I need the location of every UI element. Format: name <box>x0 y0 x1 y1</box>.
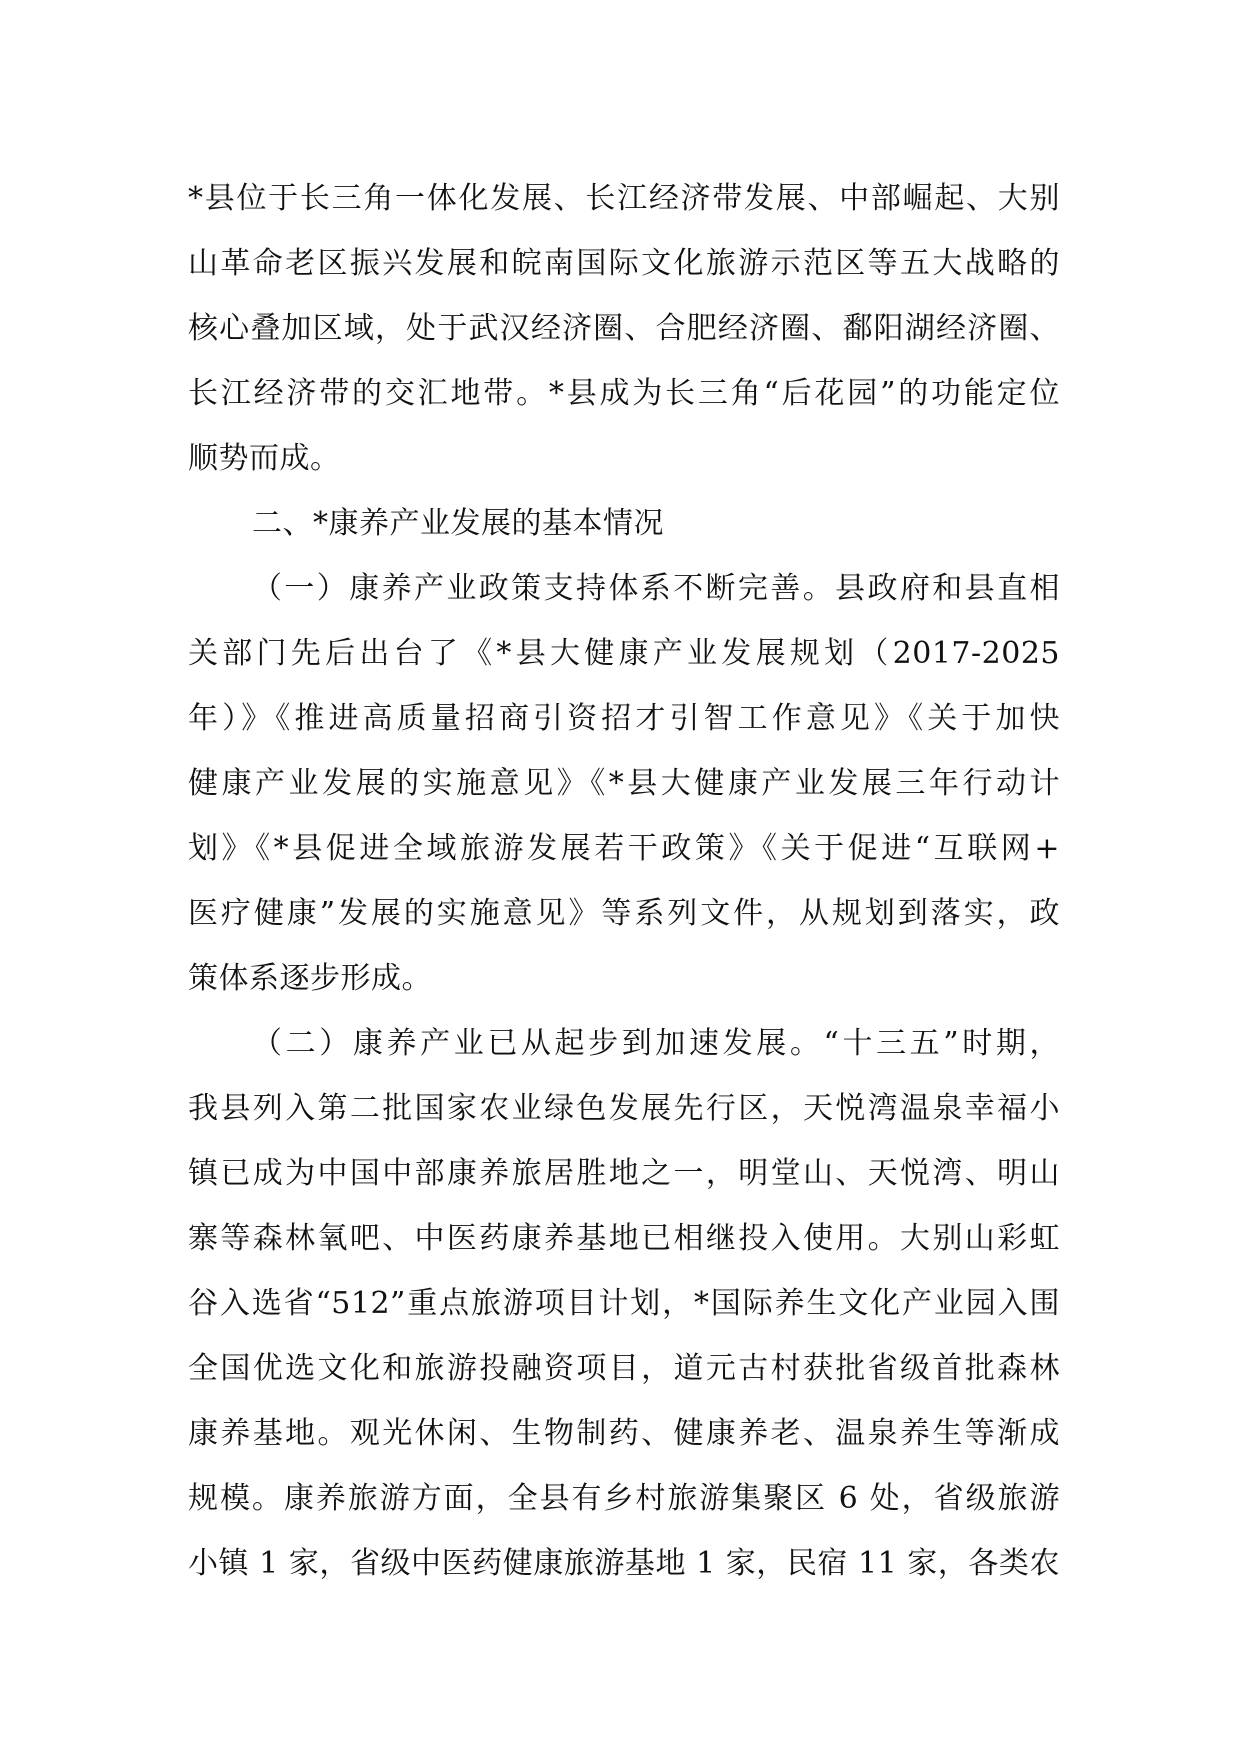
paragraph-continuation <box>188 166 1060 491</box>
text-line: 康养基地。观光休闲、生物制药、健康养老、温泉养生等渐成 <box>188 1416 1060 1451</box>
text-line: （二）康养产业已从起步到加速发展。“十三五”时期， <box>252 1026 1060 1061</box>
text-line: 山革命老区振兴发展和皖南国际文化旅游示范区等五大战略的 <box>188 246 1060 281</box>
text-line: 镇已成为中国中部康养旅居胜地之一，明堂山、天悦湾、明山 <box>188 1156 1060 1191</box>
text-line: （一）康养产业政策支持体系不断完善。县政府和县直相 <box>252 571 1060 606</box>
document-body <box>188 166 1060 1596</box>
text-line: 划》《*县促进全域旅游发展若干政策》《关于促进“互联网+ <box>188 831 1060 866</box>
text-line: *县位于长三角一体化发展、长江经济带发展、中部崛起、大别 <box>188 181 1060 216</box>
section-heading <box>188 491 1060 556</box>
text-line: 健康产业发展的实施意见》《*县大健康产业发展三年行动计 <box>188 766 1060 801</box>
text-line: 年）》《推进高质量招商引资招才引智工作意见》《关于加快 <box>188 701 1060 736</box>
text-line: 顺势而成。 <box>188 441 341 476</box>
text-line: 全国优选文化和旅游投融资项目，道元古村获批省级首批森林 <box>188 1351 1060 1386</box>
text-line: 寨等森林氧吧、中医药康养基地已相继投入使用。大别山彩虹 <box>188 1221 1060 1256</box>
text-line: 医疗健康”发展的实施意见》等系列文件，从规划到落实，政 <box>188 896 1060 931</box>
text-line: 我县列入第二批国家农业绿色发展先行区，天悦湾温泉幸福小 <box>188 1091 1060 1126</box>
text-line: 小镇 1 家，省级中医药健康旅游基地 1 家，民宿 11 家，各类农 <box>188 1546 1060 1581</box>
text-line: 核心叠加区域，处于武汉经济圈、合肥经济圈、鄱阳湖经济圈、 <box>188 311 1060 346</box>
heading-text: 二、*康养产业发展的基本情况 <box>252 506 664 541</box>
text-line: 长江经济带的交汇地带。*县成为长三角“后花园”的功能定位 <box>188 376 1060 411</box>
text-line: 规模。康养旅游方面，全县有乡村旅游集聚区 6 处，省级旅游 <box>188 1481 1060 1516</box>
text-line: 策体系逐步形成。 <box>188 961 432 996</box>
text-line: 谷入选省“512”重点旅游项目计划，*国际养生文化产业园入围 <box>188 1286 1060 1321</box>
paragraph-development <box>188 1011 1060 1596</box>
text-line: 关部门先后出台了《*县大健康产业发展规划（2017-2025 <box>188 636 1060 671</box>
paragraph-policy <box>188 556 1060 1011</box>
